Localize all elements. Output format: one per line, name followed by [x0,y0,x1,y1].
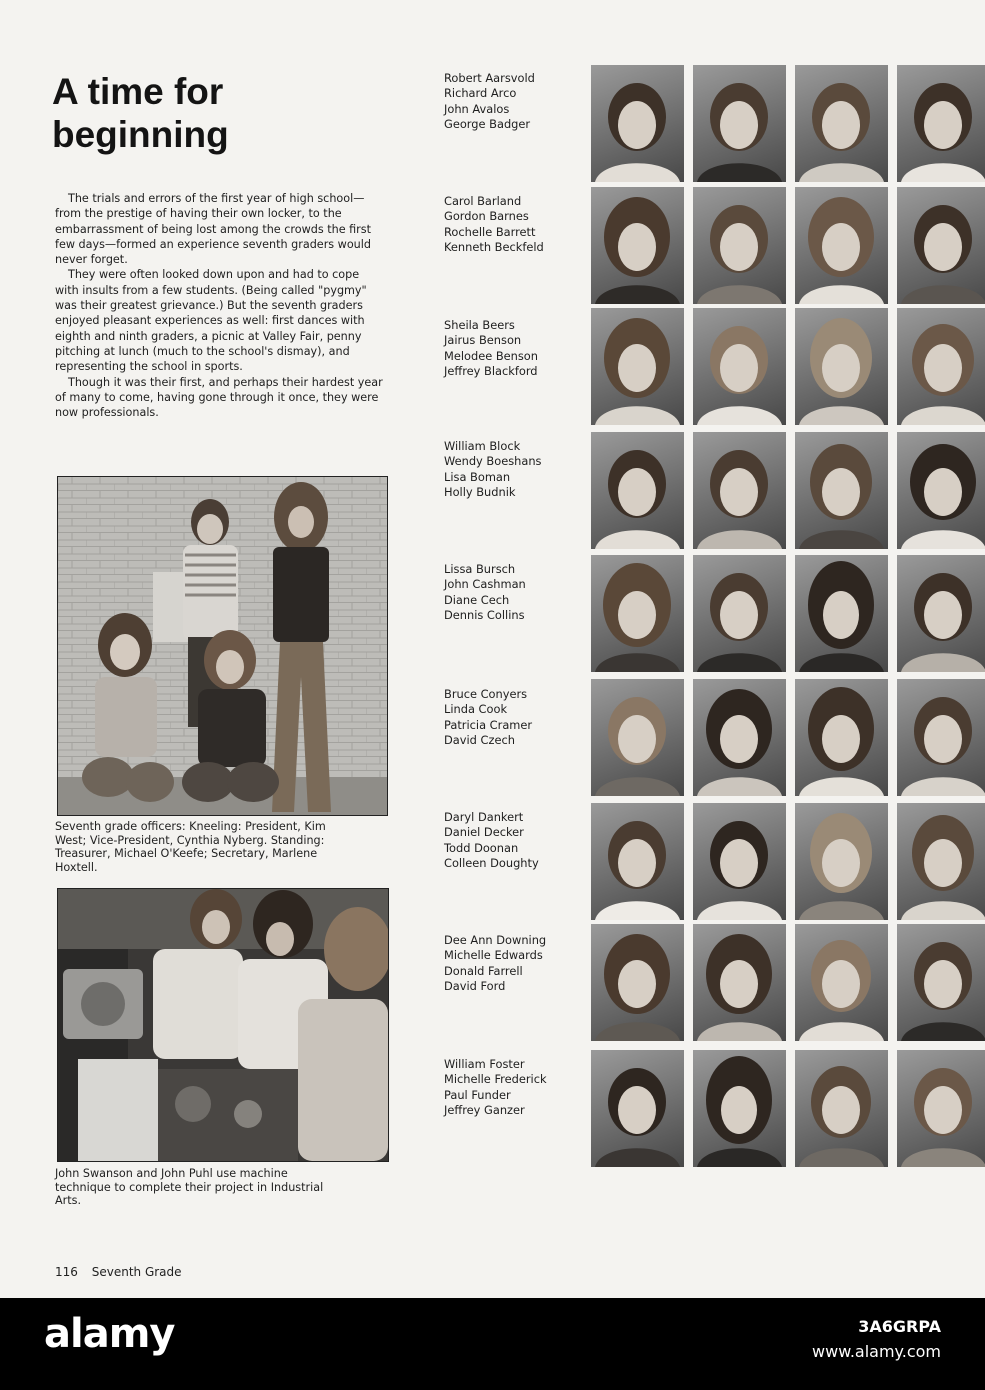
student-name: Lisa Boman [444,469,511,484]
roster-names-row-1 [444,71,584,133]
student-name: Paul Funder [444,1087,511,1102]
portrait-row-4 [591,432,985,549]
student-portrait [693,187,786,304]
student-name: Melodee Benson [444,348,539,363]
student-name: William Block [444,439,521,453]
student-name: Robert Aarsvold [444,71,535,85]
roster-names-row-5 [444,562,584,624]
student-name: Todd Doonan [444,840,519,855]
paragraph: They were often looked down upon and had to cope with insults from a few students. (Being called "pygmy" was their greatest grievance.) But the seventh graders enjoyed pleasant experiences as well: first dances with eighth and ninth graders, a picnic at Valley Fair, penny pitching at lunch (much to the school's dismay), and representing the school in sports. [55,268,367,374]
article-body [55,191,385,420]
student-portrait [897,555,985,672]
student-portrait [897,924,985,1041]
student-portrait [591,187,684,304]
student-portrait [897,679,985,796]
portrait-row-8 [591,924,985,1041]
student-name: Bruce Conyers [444,687,528,701]
portrait-row-1 [591,65,985,182]
portrait-row-6 [591,679,985,796]
industrial-arts-caption: John Swanson and John Puhl use machine technique to complete their project in Industrial Arts. [55,1167,324,1207]
student-portrait [693,432,786,549]
student-name: Daniel Decker [444,825,524,840]
roster-names-row-3 [444,318,584,380]
student-portrait [795,308,888,425]
student-portrait [795,555,888,672]
student-name: Wendy Boeshans [444,454,542,469]
roster-names-row-8 [444,933,584,995]
student-name: Holly Budnik [444,485,516,500]
student-name: Jeffrey Ganzer [444,1103,525,1118]
officers-caption: Seventh grade officers: Kneeling: President, Kim West; Vice-President, Cynthia Nyberg. Standing: Treasurer, Michael O'Keefe; Secretary, Marlene Hoxtell. [55,820,326,874]
student-name: Kenneth Beckfeld [444,240,544,255]
student-name: Donald Farrell [444,963,523,978]
student-portrait [897,65,985,182]
alamy-logo: alamy [44,1311,175,1357]
student-portrait [795,803,888,920]
student-name: Carol Barland [444,194,522,208]
student-portrait [693,65,786,182]
section-name: Seventh Grade [91,1265,182,1279]
roster-names-row-9 [444,1057,584,1119]
portrait-row-7 [591,803,985,920]
student-name: Lissa Bursch [444,562,516,576]
student-portrait [693,1050,786,1167]
student-name: Michelle Edwards [444,948,543,963]
student-portrait [693,924,786,1041]
student-name: John Cashman [444,577,526,592]
student-name: Michelle Frederick [444,1072,547,1087]
student-name: George Badger [444,117,531,132]
student-portrait [897,187,985,304]
student-name: Linda Cook [444,702,508,717]
portrait-row-9 [591,1050,985,1167]
student-name: Diane Cech [444,592,510,607]
student-portrait [897,432,985,549]
student-name: Jairus Benson [444,333,522,348]
industrial-arts-photo [57,888,389,1162]
student-name: Sheila Beers [444,318,515,332]
student-portrait [591,432,684,549]
student-name: Daryl Dankert [444,810,524,824]
student-name: Colleen Doughty [444,856,539,871]
student-name: David Ford [444,979,506,994]
student-portrait [591,803,684,920]
student-portrait [591,65,684,182]
student-portrait [693,679,786,796]
roster-names-row-6 [444,687,584,749]
title-line-2: beginning [52,114,229,155]
student-portrait [591,555,684,672]
image-id: 3A6GRPA [858,1317,941,1336]
portrait-row-2 [591,187,985,304]
roster-names-row-2 [444,194,584,256]
page-folio [55,1265,192,1279]
student-name: Dee Ann Downing [444,933,547,947]
student-portrait [693,555,786,672]
student-name: Patricia Cramer [444,717,533,732]
student-name: Jeffrey Blackford [444,364,538,379]
student-portrait [591,308,684,425]
student-name: Rochelle Barrett [444,224,536,239]
student-name: Gordon Barnes [444,209,529,224]
student-portrait [795,1050,888,1167]
student-portrait [591,679,684,796]
student-name: David Czech [444,733,515,748]
title-line-1: A time for [52,71,224,112]
student-portrait [897,803,985,920]
student-portrait [795,679,888,796]
student-name: Richard Arco [444,86,517,101]
student-portrait [795,65,888,182]
student-portrait [591,1050,684,1167]
student-portrait [897,308,985,425]
student-portrait [795,924,888,1041]
portrait-row-5 [591,555,985,672]
student-portrait [693,803,786,920]
student-portrait [693,308,786,425]
student-name: William Foster [444,1057,525,1071]
roster-names-row-4 [444,439,584,501]
student-portrait [897,1050,985,1167]
paragraph: The trials and errors of the first year of high school—from the prestige of having their own locker, to the embarrassment of being lost among the crowds the first few days—formed an experience seventh graders would never forget. [55,192,371,267]
student-portrait [795,432,888,549]
paragraph: Though it was their first, and perhaps their hardest year of many to come, having gone through it once, they were now professionals. [55,375,383,420]
portrait-row-3 [591,308,985,425]
officers-photo [57,476,388,816]
student-name: Dennis Collins [444,608,525,623]
footer-url[interactable]: www.alamy.com [812,1342,941,1361]
student-portrait [795,187,888,304]
article-title [52,70,392,156]
roster-names-row-7 [444,810,584,872]
student-name: John Avalos [444,101,510,116]
student-portrait [591,924,684,1041]
page-number: 116 [55,1265,78,1279]
